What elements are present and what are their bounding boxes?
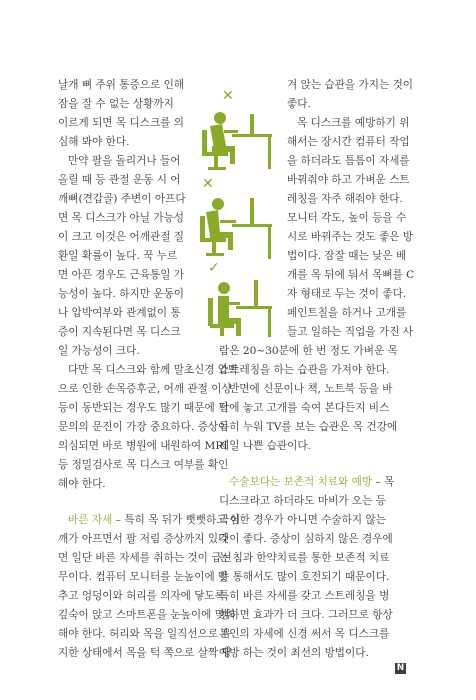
monitor-icon [250,198,254,224]
text-line: 디스크라고 하더라도 마비가 오는 등 [219,495,386,507]
chair-leg-icon [220,328,224,336]
posture-illustration-svg [196,84,282,340]
shin-icon [228,232,233,250]
text-line: 행하면 효과가 더 크다. 그러므로 항상 [219,609,393,621]
subheading-treatment: 수술보다는 보존적 치료와 예방 [229,476,373,488]
arm-icon [224,130,238,133]
text-line: 이 크고 이것은 어깨관절 질 [58,231,185,243]
desk-icon [232,224,272,227]
cross-icon: ✕ [202,176,214,192]
text-line: 닥에 놓고 고개를 숙여 본다든지 비스 [219,402,390,414]
text-line: 심해 봐야 한다. [58,136,130,148]
text-line: 깨가 아프면서 팔 저림 증상까지 있다 [58,533,229,545]
head-icon [214,112,226,124]
text-line: 잠을 잘 수 없는 상황까지 [58,98,174,110]
chair-seat-icon [204,152,228,156]
text-line [68,512,240,527]
text-line: 해서는 장시간 컴퓨터 작업 [287,136,410,148]
text-line: 는 침과 한약치료를 통한 보존적 치료 [219,552,390,564]
text-line: 바꿔줘야 하고 가벼운 스트 [287,174,410,186]
text-line: 람은 20~30분에 한 번 정도 가벼운 목 [219,345,398,357]
text-line: 을 하더라도 틈틈이 자세를 [287,155,410,167]
text-line: 등이 동반되는 경우도 많기 때문에 전 [58,402,229,414]
posture-illustration [196,84,282,340]
text-line: 면 일단 바른 자세를 취하는 것이 급선 [58,552,232,564]
text-line: 극심한 경우가 아니면 수술하지 않는 [219,514,386,526]
text-line: 등 정밀검사로 목 디스크 여부를 확인 [58,459,229,471]
text-line: 추고 엉덩이와 허리를 의자에 닿도록 [58,590,225,602]
text-line: 문의의 문진이 가장 중요하다. 증상이 [58,421,229,433]
shin-icon [230,146,235,164]
head-icon [212,198,224,210]
arm-icon [220,220,236,223]
text-line: 무이다. 컴퓨터 모니터를 눈높이에 맞 [58,571,229,583]
text-line: 면 아픈 경우도 근육통일 가 [58,269,185,281]
text-line: 환일 확률이 높다. 꾹 누르 [58,250,178,262]
text-line: 의심되면 바로 병원에 내원하여 MRI [58,440,228,452]
text-line: 다만 목 디스크와 함께 말초신경 압박 [68,364,239,376]
text-line: 를 통해서도 많이 호전되기 때문이다. [219,571,390,583]
text-line: 해야 한다. [58,478,106,490]
text-line: 으로 인한 손목증후군, 어깨 관절 이상 [58,383,232,395]
check-icon: ✓ [208,260,220,276]
cross-icon: ✕ [222,88,234,104]
text-line: 올릴 때 등 관절 운동 시 어 [58,174,181,186]
text-line: 제일 나쁜 습관이다. [219,440,311,452]
text-line: 일 가능성이 크다. [58,345,140,357]
chair-base-icon [208,167,226,170]
text-line: 듬히 누워 TV를 보는 습관은 목 건강에 [219,421,398,433]
text-line: 들고 일하는 직업을 가진 사 [287,326,414,338]
chair-seat-icon [202,238,226,242]
text-line: 목 디스크를 예방하기 위 [297,117,410,129]
arm-icon [226,302,240,305]
monitor-icon [250,114,254,134]
text-line: 자 형태로 두는 것이 좋다. [287,288,407,300]
text-line: 예방 하는 것이 최선의 방법이다. [219,647,369,659]
text-line: 법이다. 잠잘 때는 낮은 베 [287,250,407,262]
text-span: – 목 [372,476,395,488]
head-icon [218,282,230,294]
text-line: 해야 한다. 허리와 목을 일직선으로 유 [58,628,232,640]
chair-base-icon [206,253,224,256]
desk-icon [232,134,272,137]
chair-leg-icon [212,242,216,254]
text-line: 것이 좋다. 증상이 심하지 않은 경우에 [219,533,393,545]
chair-back-icon [208,298,213,326]
text-span: – 특히 목 뒤가 뻣뻣하고 어 [112,514,241,526]
end-mark-badge: N [396,663,405,673]
monitor-icon [254,280,258,306]
desk-leg-icon [268,309,271,337]
text-line: 깊숙이 앉고 스마트폰을 눈높이에 맞춰 [58,609,236,621]
chair-seat-icon [210,324,234,328]
text-line: 스트레칭을 하는 습관을 가져야 한다. [219,364,390,376]
text-line: 증이 지속된다면 목 디스크 [58,326,181,338]
text-line: 날개 뼈 주위 통증으로 인해 [58,79,185,91]
text-line: 본인의 자세에 신경 써서 목 디스크를 [219,628,390,640]
text-line: 나 압박여부와 관계없이 통 [58,307,181,319]
text-line: 특히 바른 자세를 갖고 스트레칭을 병 [219,590,390,602]
text-line: 좋다. [287,98,311,110]
text-line: 겨 앉는 습관을 가지는 것이 [287,79,414,91]
subheading-posture: 바른 자세 [68,514,113,526]
text-line: 개를 목 뒤에 둬서 목뼈를 C [287,269,415,281]
text-line: 반면에 신문이나 책, 노트북 등을 바 [229,383,393,395]
desk-leg-icon [268,137,271,169]
torso-icon [218,296,229,320]
text-line: 레칭을 자주 해줘야 한다. [287,193,403,205]
shin-icon [236,318,241,336]
desk-leg-icon [268,227,271,259]
text-line: 지한 상태에서 목을 턱 쪽으로 살짝 당 [58,647,232,659]
chair-leg-icon [214,156,218,168]
text-line: 시로 바꿔주는 것도 좋은 방 [287,231,414,243]
text-line: 만약 팔을 돌리거나 들어 [68,155,181,167]
desk-icon [236,306,272,309]
text-line [229,474,394,489]
text-line: 깨뼈(견갑골) 주변이 아프다 [58,193,186,205]
torso-icon [210,124,226,148]
text-line: 면 목 디스크가 아닐 가능성 [58,212,185,224]
text-line: 모니터 각도, 높이 등을 수 [287,212,407,224]
text-line: 능성이 높다. 하지만 운동이 [58,288,185,300]
text-line: 페인트칠을 하거나 고개를 [287,307,407,319]
text-line: 이르게 되면 목 디스크를 의 [58,117,185,129]
